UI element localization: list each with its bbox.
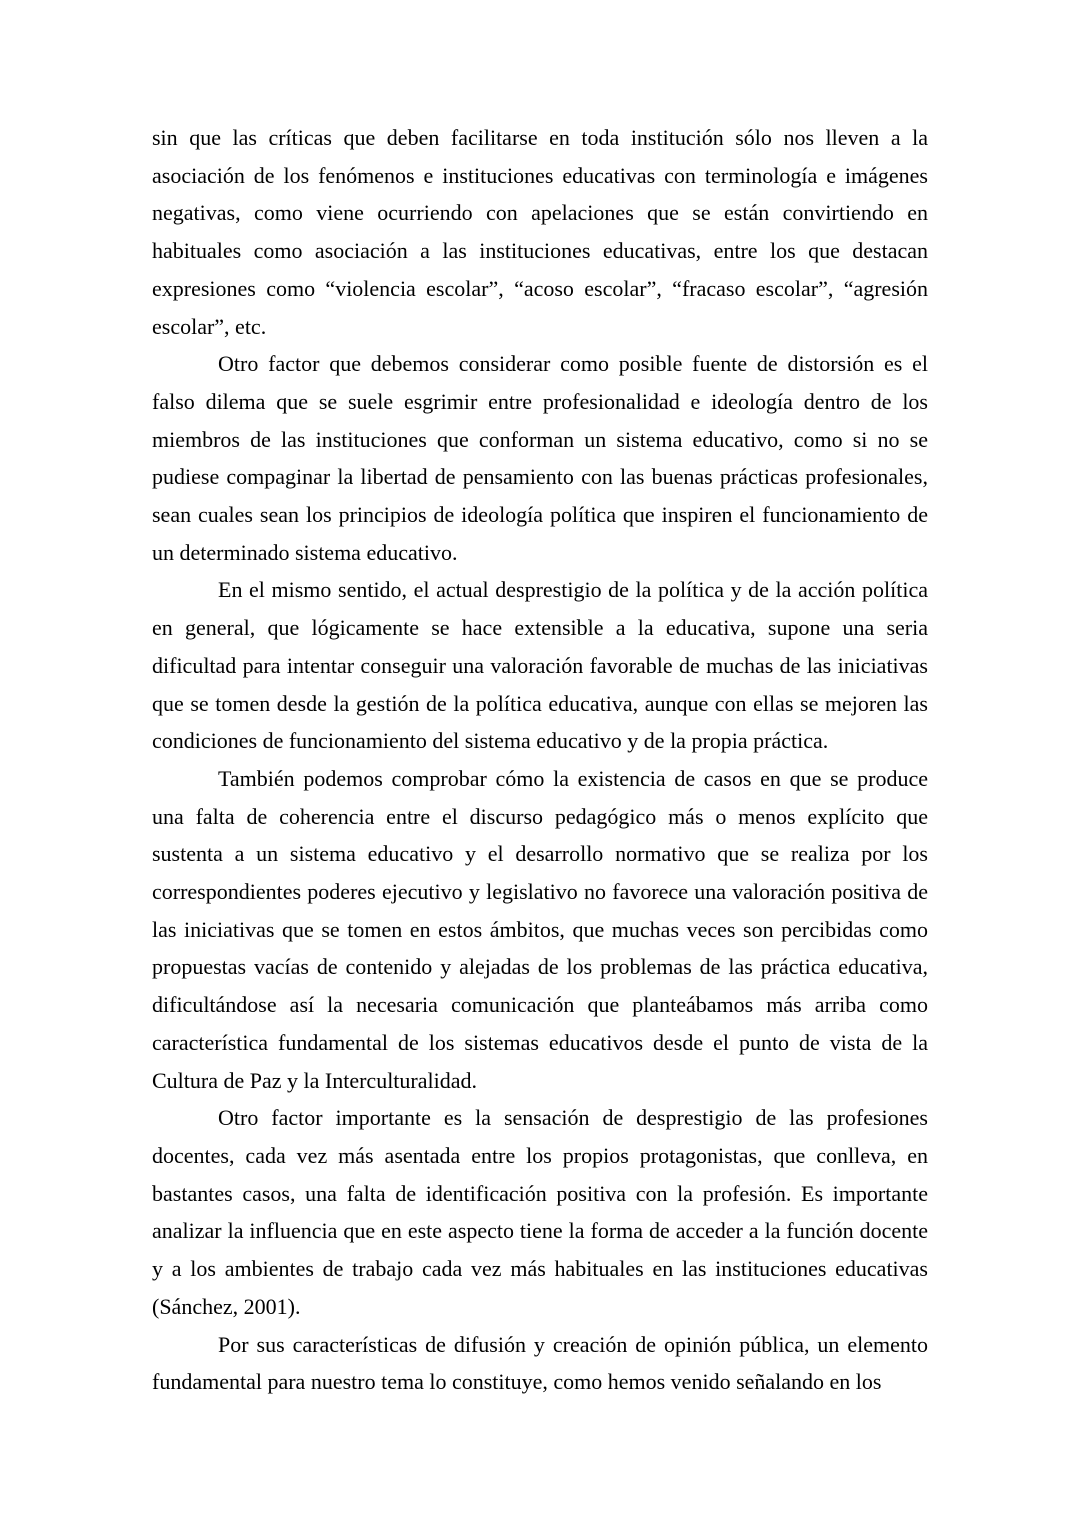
paragraph: Otro factor que debemos considerar como posible fuente de distorsión es el falso dilema que se suele esgrimir entre profesionalidad e ideología dentro de los miembros de las instituciones que conforman un sistema educativo, como si no se pudiese compaginar la libertad de pensamiento con las buenas prácticas profesionales, sean cuales sean los principios de ideología política que inspiren el funcionamiento de un determinado sistema educativo.: [152, 351, 928, 565]
paragraph: En el mismo sentido, el actual desprestigio de la política y de la acción política en general, que lógicamente se hace extensible a la educativa, supone una seria dificultad para intentar conseguir una valoración favorable de muchas de las iniciativas que se tomen desde la gestión de la política educativa, aunque con ellas se mejoren las condiciones de funcionamiento del sistema educativo y de la propia práctica.: [152, 577, 928, 754]
paragraph: Por sus características de difusión y creación de opinión pública, un elemento fundamental para nuestro tema lo constituye, como hemos venido señalando en los: [152, 1331, 928, 1395]
paragraph: También podemos comprobar cómo la existencia de casos en que se produce una falta de coherencia entre el discurso pedagógico más o menos explícito que sustenta a un sistema educativo y el desarrollo normativo que se realiza por los correspondientes poderes ejecutivo y legislativo no favorece una valoración positiva de las iniciativas que se tomen en estos ámbitos, que muchas veces son percibidas como propuestas vacías de contenido y alejadas de los problemas de las práctica educativa, dificultándose así la necesaria comunicación que planteábamos más arriba como característica fundamental de los sistemas educativos desde el punto de vista de la Cultura de Paz y la Interculturalidad.: [152, 765, 928, 1093]
text-column: [152, 119, 928, 1401]
paragraph: Otro factor importante es la sensación de desprestigio de las profesiones docentes, cada vez más asentada entre los propios protagonistas, que conlleva, en bastantes casos, una falta de identificación positiva con la profesión. Es importante analizar la influencia que en este aspecto tiene la forma de acceder a la función docente y a los ambientes de trabajo cada vez más habituales en las instituciones educativas (Sánchez, 2001).: [152, 1105, 928, 1319]
paragraph: sin que las críticas que deben facilitarse en toda institución sólo nos lleven a la asociación de los fenómenos e instituciones educativas con terminología e imágenes negativas, como viene ocurriendo con apelaciones que se están convirtiendo en habituales como asociación a las instituciones educativas, entre los que destacan expresiones como “violencia escolar”, “acoso escolar”, “fracaso escolar”, “agresión escolar”, etc.: [152, 125, 928, 339]
